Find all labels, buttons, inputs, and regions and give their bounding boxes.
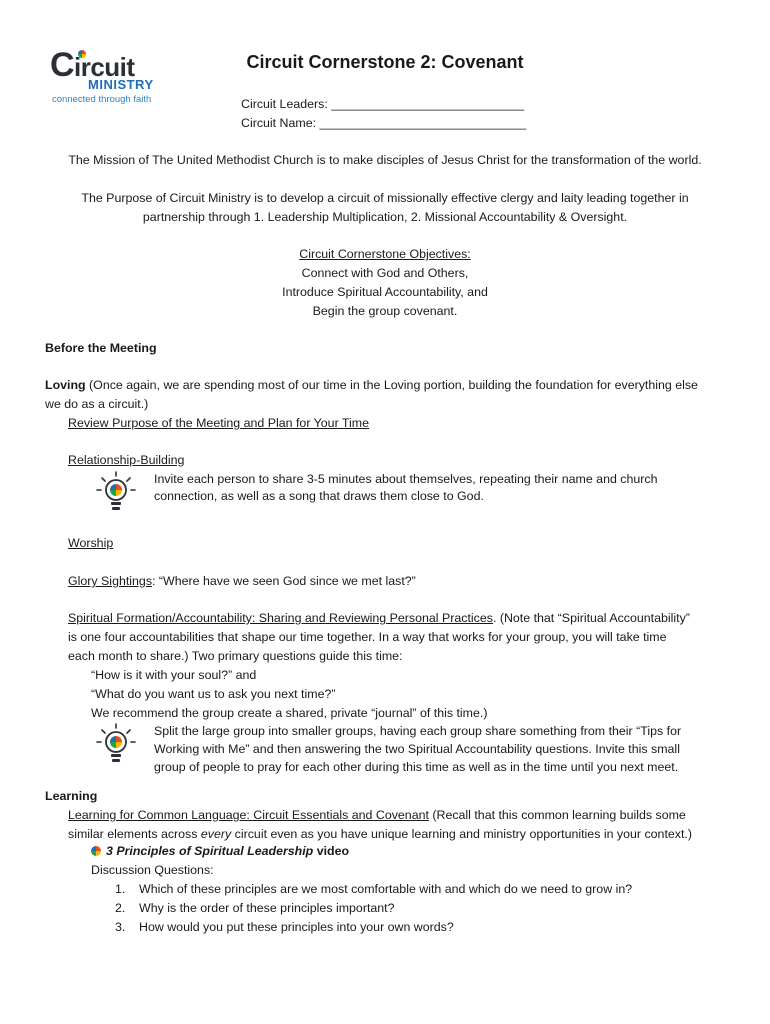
worship-heading: Worship [68, 536, 114, 550]
loving-label: Loving [45, 378, 86, 392]
list-item [115, 899, 632, 918]
common-text-2c: circuit even as you have unique learning and ministry opportunities in your context.) [231, 827, 692, 841]
list-item [115, 880, 632, 899]
spiritual-formation-line [68, 609, 690, 628]
lightbulb-icon [96, 722, 136, 766]
mission-statement: The Mission of The United Methodist Church is to make disciples of Jesus Christ for the transformation of the world. [68, 153, 702, 167]
logo-ministry: MINISTRY [88, 77, 154, 92]
list-number: 1. [115, 882, 126, 896]
question-1: “How is it with your soul?” and [91, 668, 257, 682]
discussion-list [115, 880, 632, 937]
loving-paragraph [45, 376, 735, 395]
discussion-heading: Discussion Questions: [91, 863, 214, 877]
video-line [91, 842, 349, 861]
logo-wordmark: ircuit [74, 52, 135, 82]
common-language-text-1: (Recall that this common learning builds some [428, 808, 686, 822]
purpose-line-2: partnership through 1. Leadership Multiplication, 2. Missional Accountability & Oversight. [142, 210, 628, 224]
list-item [115, 918, 632, 937]
split-text-1: Split the large group into smaller groups, having each group share something from their “Tips for [154, 724, 682, 738]
sf-text-2: is one four accountabilities that shape our time together. In a way that works for your group, you will take time [68, 630, 667, 644]
glory-label: Glory Sightings [68, 574, 153, 588]
objective-3: Begin the group covenant. [312, 304, 458, 318]
common-text-2a: similar elements across [68, 827, 201, 841]
objective-1: Connect with God and Others, [301, 266, 469, 280]
lightbulb-icon [96, 470, 136, 514]
video-title: 3 Principles of Spiritual Leadership [106, 844, 314, 858]
glory-text: : “Where have we seen God since we met last?” [152, 574, 416, 588]
before-heading: Before the Meeting [45, 341, 157, 355]
purpose-line-1: The Purpose of Circuit Ministry is to develop a circuit of missionally effective clergy and laity leading together in [81, 191, 689, 205]
list-number: 3. [115, 920, 126, 934]
sf-label: Spiritual Formation/Accountability: Sharing and Reviewing Personal Practices [68, 611, 493, 625]
objectives-title-wrap [20, 245, 750, 264]
list-text: How would you put these principles into your own words? [139, 920, 454, 934]
sf-text-3: each month to share.) Two primary questions guide this time: [68, 649, 403, 663]
list-number: 2. [115, 901, 126, 915]
common-language-label: Learning for Common Language: Circuit Essentials and Covenant [68, 808, 429, 822]
list-text: Why is the order of these principles important? [139, 901, 395, 915]
objectives-title: Circuit Cornerstone Objectives: [299, 247, 471, 261]
split-text-3: group of people to pray for each other during this time as well as in the time until you next meet. [154, 760, 679, 774]
logo-letter-c: C [50, 46, 74, 84]
learning-heading: Learning [45, 789, 98, 803]
split-text-2: Working with Me” and then answering the two Spiritual Accountability questions. Invite this small [154, 742, 680, 756]
relationship-heading: Relationship-Building [68, 453, 185, 467]
document-title: Circuit Cornerstone 2: Covenant [246, 52, 524, 72]
recommend-journal: We recommend the group create a shared, private “journal” of this time.) [91, 706, 488, 720]
review-purpose: Review Purpose of the Meeting and Plan for Your Time [68, 416, 369, 430]
common-language-line-2 [68, 825, 692, 844]
logo-tagline: connected through faith [52, 94, 152, 105]
question-2: “What do you want us to ask you next time?” [91, 687, 336, 701]
circuit-bullet-icon [91, 846, 101, 856]
circuit-ministry-logo [50, 48, 160, 110]
sf-text-1: . (Note that “Spiritual Accountability” [492, 611, 690, 625]
relationship-text-2: connection, as well as a song that draws them close to God. [154, 489, 484, 503]
common-language-line [68, 806, 686, 825]
objective-2: Introduce Spiritual Accountability, and [282, 285, 488, 299]
loving-text-2: we do as a circuit.) [45, 397, 149, 411]
relationship-text-1: Invite each person to share 3-5 minutes about themselves, repeating their name and church [154, 472, 658, 486]
circuit-name-line: Circuit Name: ______________________________ [241, 116, 527, 130]
list-text: Which of these principles are we most comfortable with and which do we need to grow in? [139, 882, 633, 896]
video-suffix: video [313, 844, 350, 858]
circuit-leaders-line: Circuit Leaders: ____________________________ [241, 97, 525, 111]
common-text-2b: every [200, 827, 232, 841]
glory-sightings-line [68, 572, 416, 591]
loving-text-1: (Once again, we are spending most of our time in the Loving portion, building the foundation for everything else [85, 378, 698, 392]
